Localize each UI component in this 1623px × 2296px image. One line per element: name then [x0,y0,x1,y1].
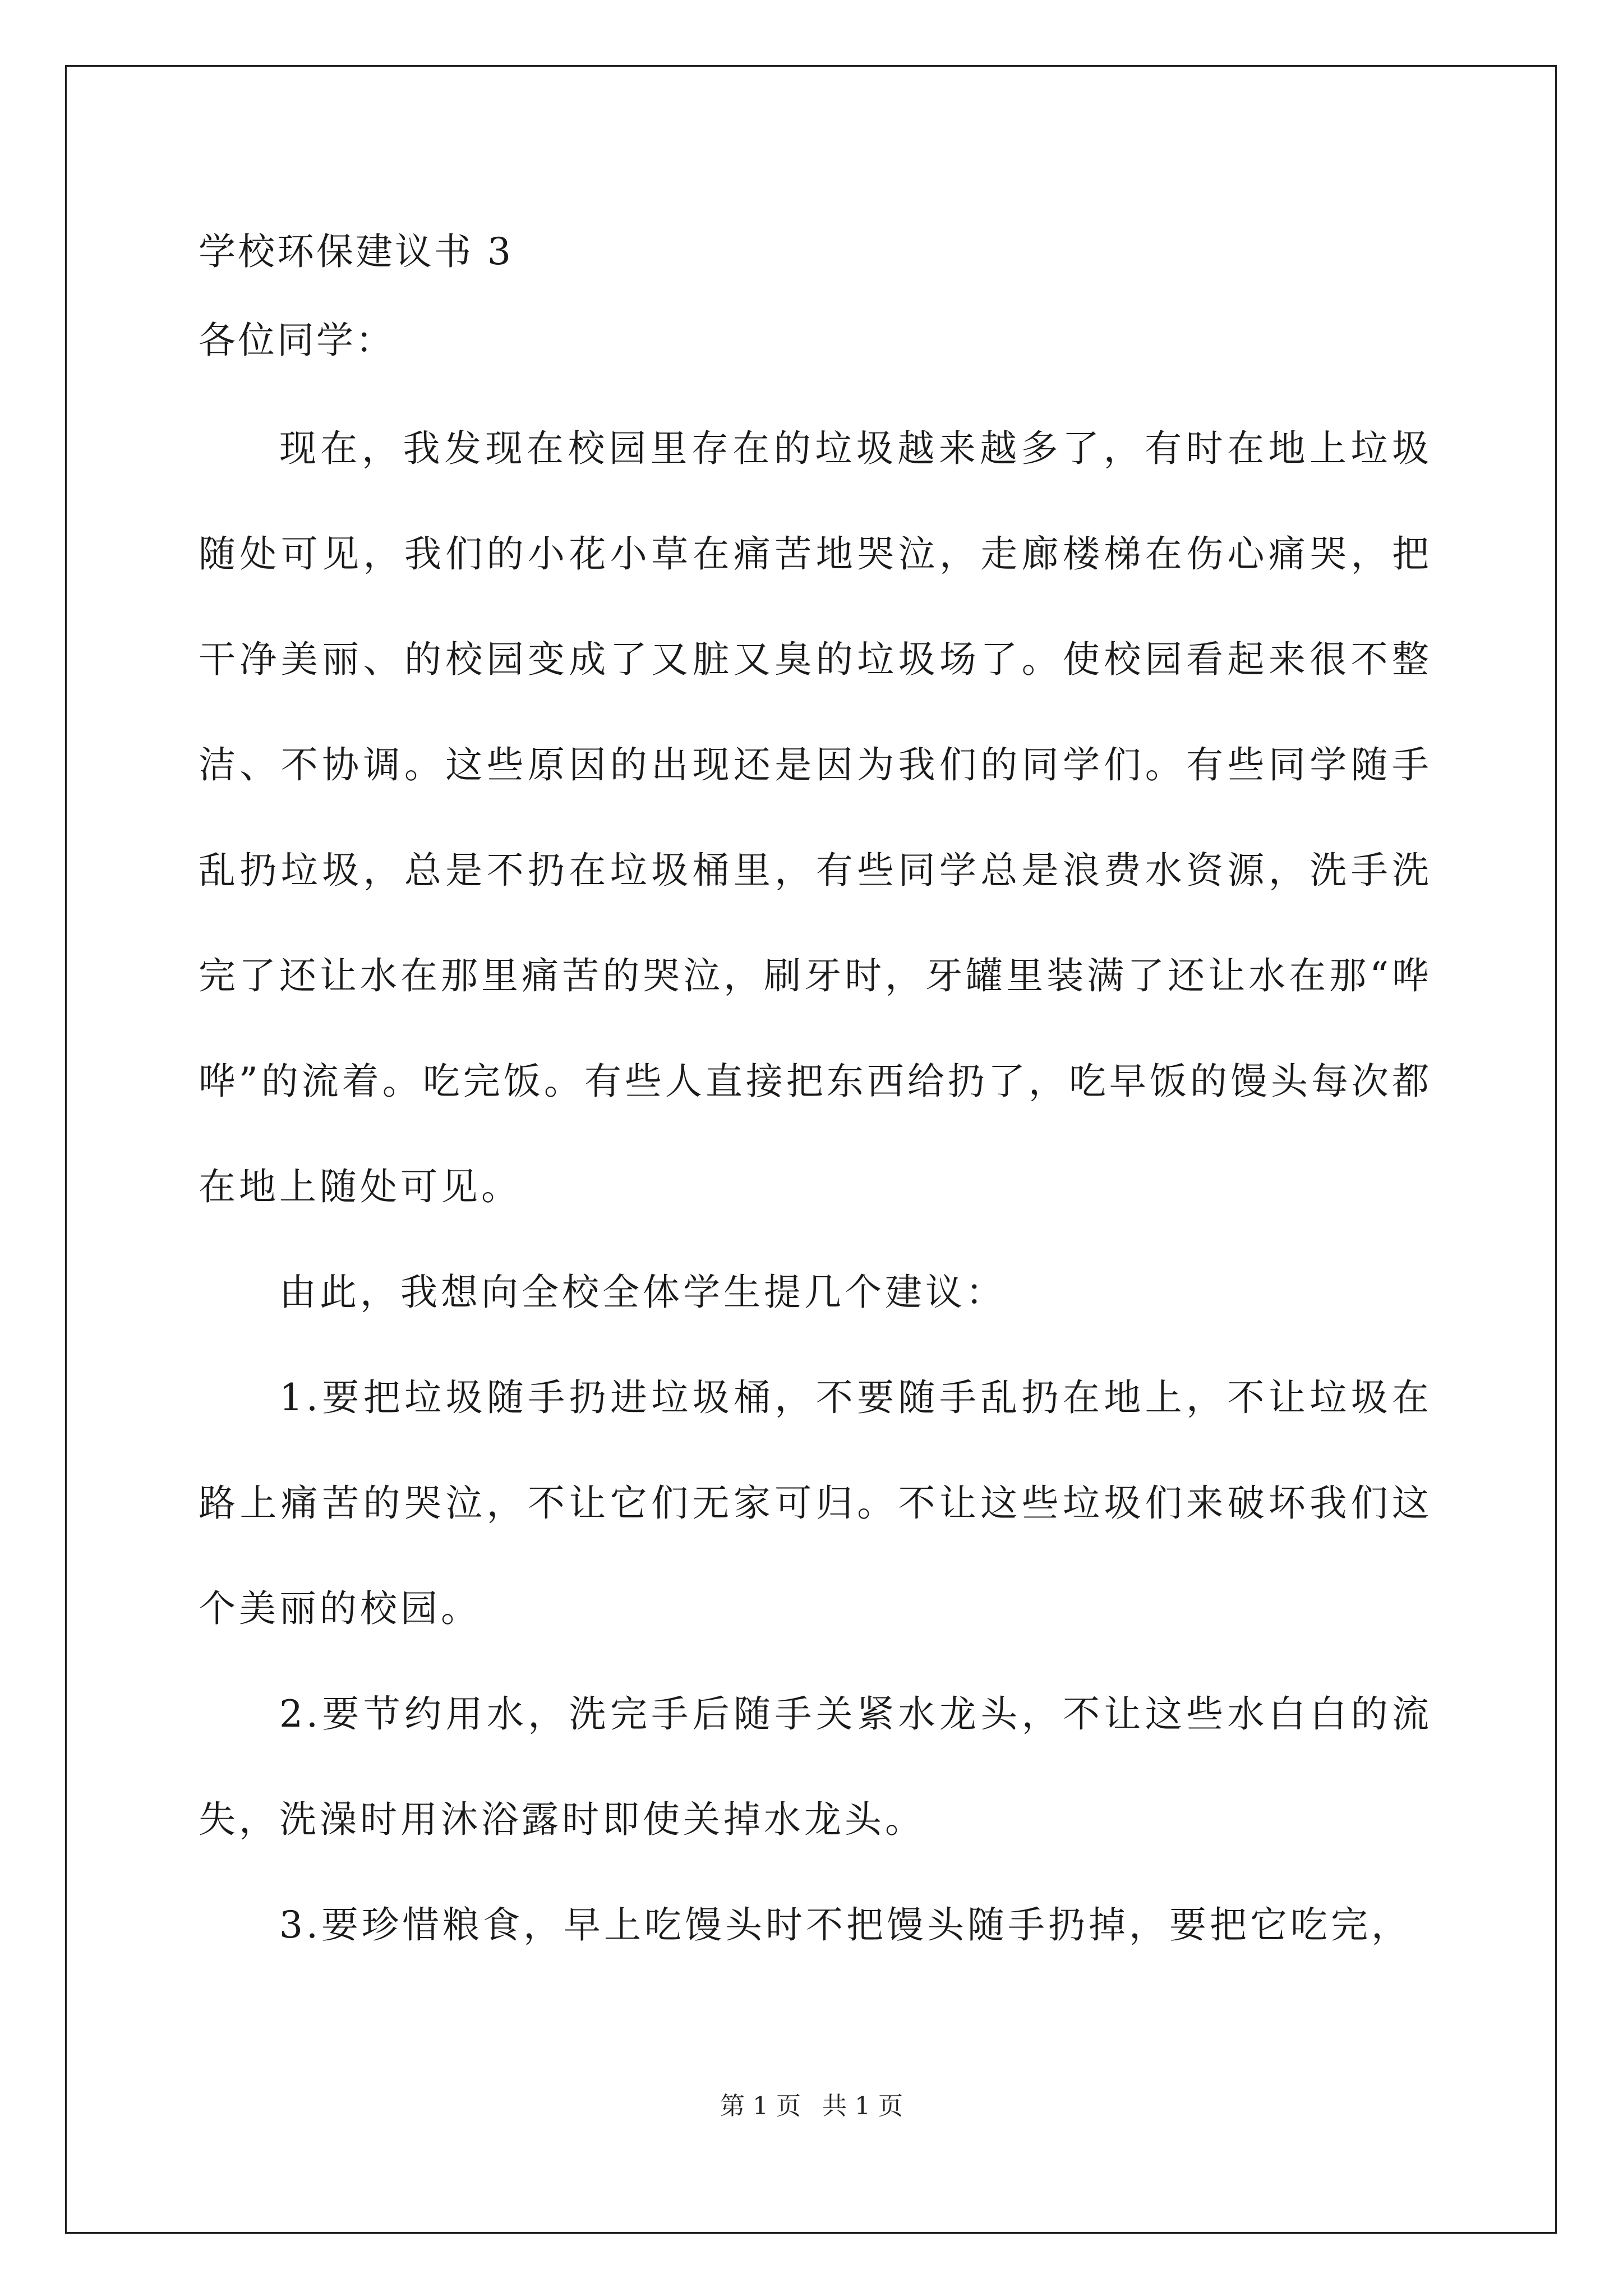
document-title: 学校环保建议书 3 [199,230,513,273]
paragraph-intro: 现在，我发现在校园里存在的垃圾越来越多了，有时在地上垃圾随处可见，我们的小花小草在痛苦地哭泣，走廊楼梯在伤心痛哭，把干净美丽、的校园变成了又脏又臭的垃圾场了。使校园看起来很不整洁、不协调。这些原因的出现还是因为我们的同学们。有些同学随手乱扔垃圾，总是不扔在垃圾桶里，有些同学总是浪费水资源，洗手洗完了还让水在那里痛苦的哭泣，刷牙时，牙罐里装满了还让水在那“哗哗”的流着。吃完饭。有些人直接把东西给扔了，吃早饭的馒头每次都在地上随处可见。 [199,427,1432,1208]
paragraph-proposal-lead: 由此，我想向全校全体学生提几个建议： [279,1271,1006,1314]
page-number-current: 第 1 页 [720,2092,801,2120]
greeting: 各位同学： [199,319,395,362]
paragraph-suggestion-3: 3.要珍惜粮食，早上吃馒头时不把馒头随手扔掉，要把它吃完， [279,1903,1412,1947]
paragraph-suggestion-1: 1.要把垃圾随手扔进垃圾桶，不要随手乱扔在地上，不让垃圾在路上痛苦的哭泣，不让它们无家可归。不让这些垃圾们来破坏我们这个美丽的校园。 [199,1376,1432,1630]
paragraph-suggestion-2: 2.要节约用水，洗完手后随手关紧水龙头，不让这些水白白的流失，洗澡时用沐浴露时即使关掉水龙头。 [199,1692,1432,1841]
page-footer [0,2090,1623,2123]
document-body [199,213,1432,1978]
page-number-total: 共 1 页 [822,2092,903,2120]
